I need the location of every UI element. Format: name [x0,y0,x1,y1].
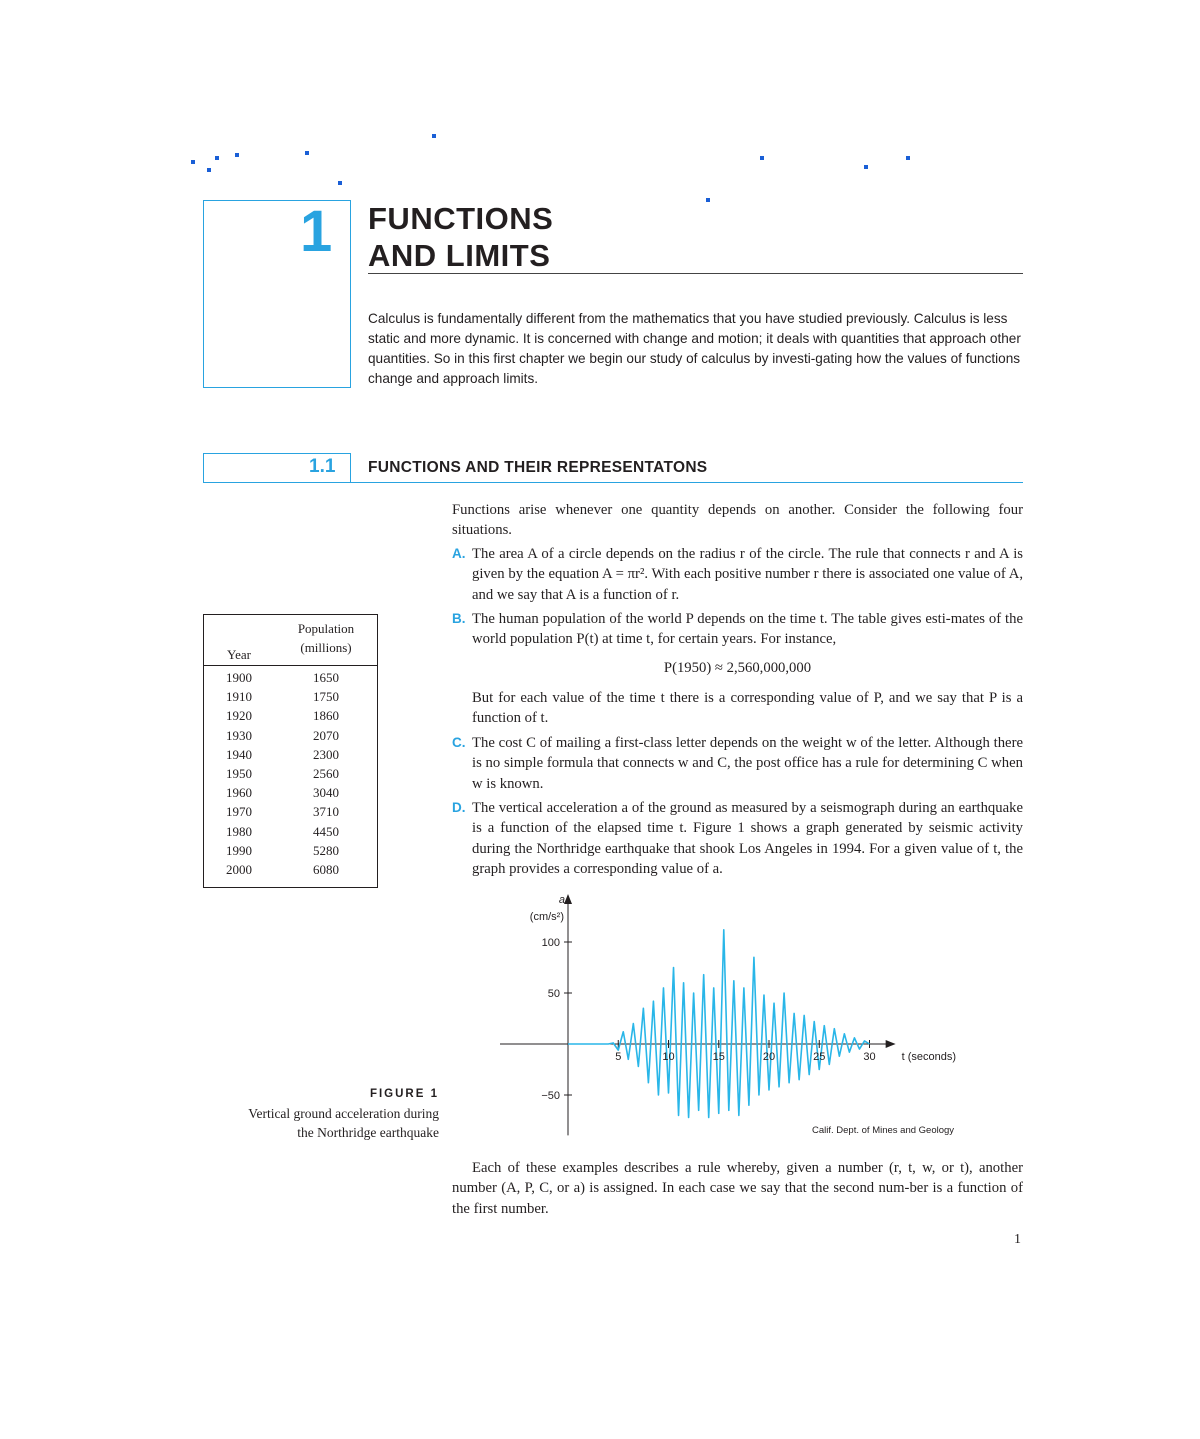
figure-caption-line2: the Northridge earthquake [297,1125,439,1140]
y-tick-label: 100 [541,937,560,949]
figure-caption [248,1085,439,1142]
table-cell-year: 1990 [226,842,252,858]
seismograph-trace [568,930,870,1118]
table-cell-year: 1980 [226,823,252,839]
table-cell-population: 4450 [313,823,339,839]
table-cell-year: 1940 [226,746,252,762]
table-header-year: Year [227,647,251,662]
x-tick-label: 5 [615,1051,622,1063]
section-number: 1.1 [309,456,336,477]
y-tick-label: −50 [541,1090,560,1102]
table-cell-year: 1900 [226,670,252,685]
table-cell-population: 2560 [313,766,339,781]
table-cell-year: 1920 [226,708,252,724]
table-cell-year: 1930 [226,727,252,743]
table-cell-population: 1750 [313,689,339,705]
section-rule [203,482,1023,483]
item-b-label: B. [452,611,466,626]
table-cell-population: 6080 [313,862,339,877]
x-tick-label: 25 [813,1051,826,1063]
table-cell-population: 5280 [313,842,339,858]
chapter-number: 1 [300,199,333,264]
table-cell-year: 1950 [226,766,252,781]
item-d-text: The vertical acceleration a of the ground as measured by a seismograph during an earthquake is a function of the elapsed time t. Figure 1 shows a graph generated by seismic activity during the Northridge earthquake that shook Los Angeles in 1994. For a given value of t, the graph provides a corresponding value of a. [472,800,1023,877]
table-cell-year: 1960 [226,785,252,801]
table-cell-year: 1910 [226,689,252,705]
table-cell-year: 1970 [226,804,252,820]
chapter-title-line1: FUNCTIONS [368,201,554,236]
figure-credit: Calif. Dept. of Mines and Geology [812,1125,955,1136]
table-cell-year: 2000 [226,862,252,877]
opening-paragraph: Functions arise whenever one quantity depends on another. Consider the following four situations. [452,502,1023,539]
table-cell-population: 2070 [313,727,339,743]
population-equation: P(1950) ≈ 2,560,000,000 [663,660,812,676]
item-b-text: The human population of the world P depends on the time t. The table gives esti-mates of the world population P(t) at time t, for certain years. For instance, [472,611,1023,648]
figure-label: FIGURE 1 [369,1088,439,1100]
closing-paragraph: Each of these examples describes a rule whereby, given a number (r, t, w, or t), another number (A, P, C, or a) is assigned. In each case we say that the second num-ber is a function of the first number. [452,1160,1023,1217]
chapter-title [368,200,553,274]
x-axis-arrow [886,1040,896,1048]
item-c-text: The cost C of mailing a first-class letter depends on the weight w of the letter. Although there is no simple formula that connects w and C, the post office has a rule for determining C when w is known. [472,735,1023,792]
y-axis-variable: a [558,894,565,906]
seismograph-chart [500,890,970,1140]
item-a-text: The area A of a circle depends on the radius r of the circle. The rule that connects r and A is given by the equation A = πr². With each positive number r there is associated one value of A, and we say that A is a function of r. [472,546,1023,603]
y-axis-arrow [564,894,572,904]
x-tick-label: 15 [712,1051,725,1063]
item-b-text-continued: But for each value of the time t there is a corresponding value of P, and we say that P is a function of t. [472,690,1023,727]
chapter-intro: Calculus is fundamentally different from the mathematics that you have studied previously. Calculus is less static and more dynamic. It is concerned with change and motion; it deals with quantities that approach other quantities. So in this first chapter we begin our study of calculus by investi-gating how the values of functions change and approach limits. [368,311,1021,386]
chart-series [568,930,870,1118]
x-tick-label: 20 [762,1051,776,1063]
item-a-label: A. [452,546,466,561]
table-header-population-unit: (millions) [300,640,352,655]
y-tick-label: 50 [547,988,560,1000]
table-cell-population: 3710 [313,804,339,820]
page-number: 1 [1014,1232,1021,1247]
x-axis-label: t (seconds) [901,1051,957,1063]
item-c-label: C. [452,735,466,750]
chapter-rule [368,273,1023,274]
y-axis-unit: (cm/s²) [529,911,564,923]
table-header-rule [204,665,377,666]
section-title: FUNCTIONS AND THEIR REPRESENTATONS [368,459,708,476]
x-tick-label: 30 [863,1051,876,1063]
item-d-label: D. [452,800,466,815]
x-tick-label: 10 [662,1051,675,1063]
table-cell-population: 1860 [313,708,339,724]
table-cell-population: 3040 [313,785,339,801]
table-header-population: Population [297,621,355,636]
population-table [203,614,378,888]
table-cell-population: 1650 [313,670,339,685]
figure-caption-line1: Vertical ground acceleration during [248,1106,439,1121]
table-cell-population: 2300 [313,746,339,762]
chapter-title-line2: AND LIMITS [368,238,551,273]
